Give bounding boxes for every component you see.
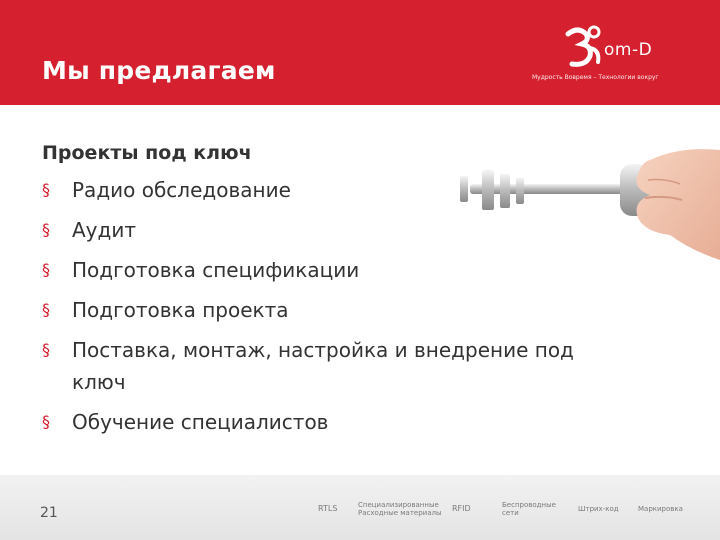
list-item — [42, 334, 632, 398]
footer-link-consumables[interactable]: Специализированные Расходные материалы — [358, 501, 442, 517]
list-item — [42, 294, 632, 326]
list-item-text: Подготовка спецификации — [72, 258, 360, 282]
section-sign-icon: § — [42, 412, 50, 431]
footer-link-rfid[interactable]: RFID — [452, 504, 471, 513]
list-item — [42, 406, 632, 438]
section-sign-icon: § — [42, 220, 50, 239]
header-bar — [0, 0, 720, 105]
footer-link-wireless[interactable]: Беспроводные сети — [502, 501, 556, 517]
list-item-text: Подготовка проекта — [72, 298, 289, 322]
footer-link-rtls[interactable]: RTLS — [318, 504, 338, 513]
list-item-text: Поставка, монтаж, настройка и внедрение под ключ — [72, 338, 574, 394]
footer-bar — [0, 475, 720, 540]
section-sign-icon: § — [42, 180, 50, 199]
logo-text: om-D — [604, 40, 653, 60]
hand-holding-key-image — [450, 140, 720, 280]
subtitle: Проекты под ключ — [42, 142, 252, 164]
page-number: 21 — [40, 505, 58, 521]
section-sign-icon: § — [42, 260, 50, 279]
company-logo — [532, 18, 690, 88]
list-item-text: Радио обследование — [72, 178, 291, 202]
footer-link-barcode[interactable]: Штрих-код — [578, 505, 619, 513]
logo-tagline: Мудрость Вовремя – Технологии вокруг — [532, 74, 659, 81]
page-title: Мы предлагаем — [42, 56, 276, 85]
section-sign-icon: § — [42, 340, 50, 359]
list-item-text: Обучение специалистов — [72, 410, 329, 434]
logo-mark-icon — [560, 24, 604, 72]
footer-link-marking[interactable]: Маркировка — [638, 505, 683, 513]
list-item-text: Аудит — [72, 218, 136, 242]
section-sign-icon: § — [42, 300, 50, 319]
